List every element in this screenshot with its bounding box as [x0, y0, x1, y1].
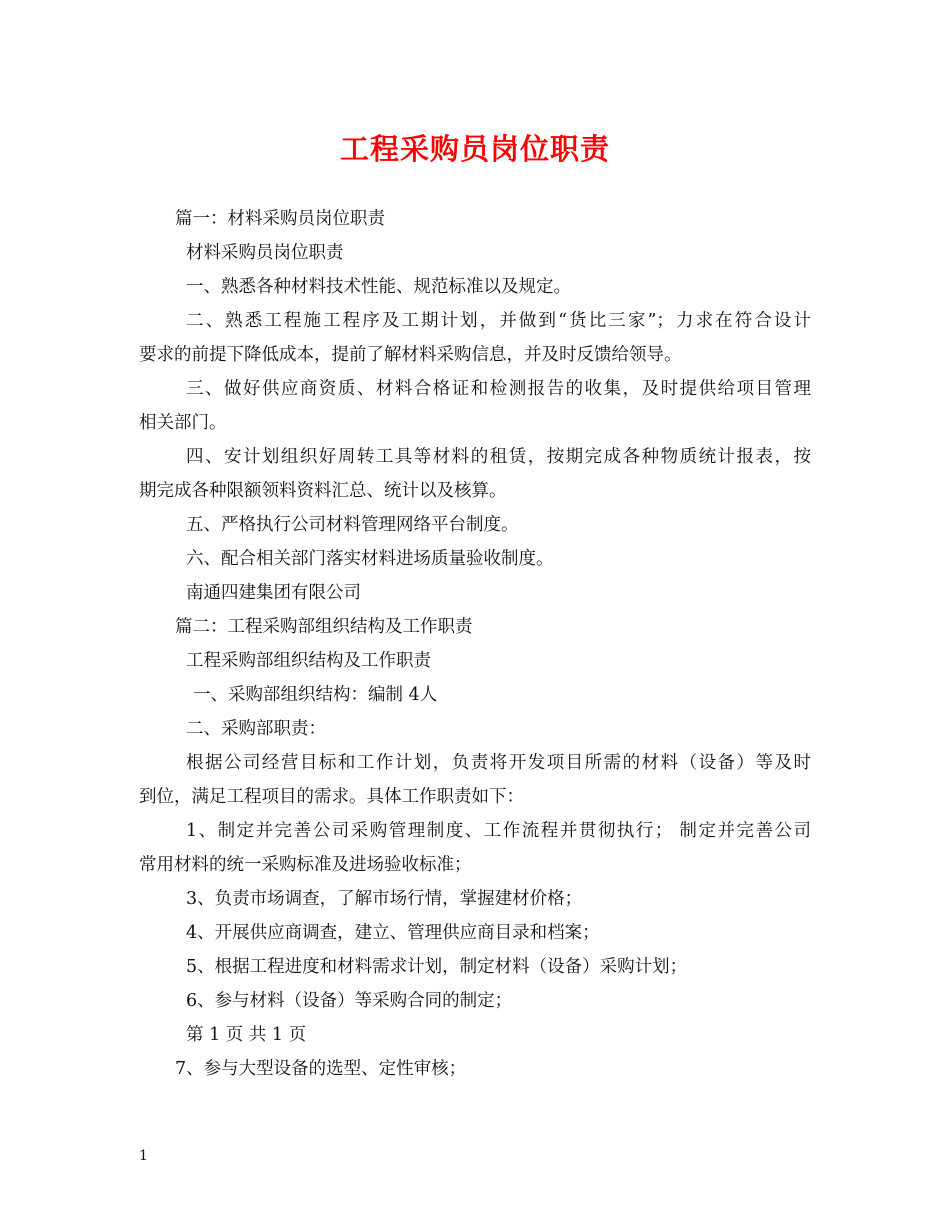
text-line: 工程采购部组织结构及工作职责 [186, 651, 431, 671]
text-line: 二、熟悉工程施工程序及工期计划，并做到“货比三家”；力求在符合设计 [186, 311, 811, 331]
text-line: 7、参与大型设备的选型、定性审核； [175, 1059, 467, 1079]
text-line: 3、负责市场调查，了解市场行情，掌握建材价格； [186, 889, 583, 909]
text-line: 一、熟悉各种材料技术性能、规范标准以及规定。 [186, 277, 571, 297]
text-line: 5、根据工程进度和材料需求计划，制定材料（设备）采购计划； [186, 957, 688, 977]
text-line: 6、参与材料（设备）等采购合同的制定； [186, 991, 513, 1011]
text-line: 相关部门。 [139, 413, 227, 433]
text-line: 1、制定并完善公司采购管理制度、工作流程并贯彻执行； 制定并完善公司 [186, 821, 811, 841]
text-line: 南通四建集团有限公司 [186, 583, 361, 603]
text-line: 篇二：工程采购部组织结构及工作职责 [175, 617, 473, 637]
text-line: 到位，满足工程项目的需求。具体工作职责如下： [139, 787, 524, 807]
text-line: 材料采购员岗位职责 [186, 243, 344, 263]
text-line: 六、配合相关部门落实材料进场质量验收制度。 [186, 549, 554, 569]
text-line: 二、采购部职责： [186, 719, 326, 739]
text-line: 第 1 页 共 1 页 [186, 1025, 307, 1045]
text-line: 篇一：材料采购员岗位职责 [175, 209, 385, 229]
text-line: 一、采购部组织结构：编制 4人 [193, 685, 438, 705]
text-line: 常用材料的统一采购标准及进场验收标准； [139, 855, 472, 875]
text-line: 三、做好供应商资质、材料合格证和检测报告的收集，及时提供给项目管理 [186, 379, 811, 399]
text-line: 4、开展供应商调查，建立、管理供应商目录和档案； [186, 923, 600, 943]
text-line: 期完成各种限额领料资料汇总、统计以及核算。 [139, 481, 507, 501]
text-line: 根据公司经营目标和工作计划，负责将开发项目所需的材料（设备）等及时 [186, 753, 811, 773]
document-title: 工程采购员岗位职责 [339, 132, 610, 166]
text-line: 五、严格执行公司材料管理网络平台制度。 [186, 515, 519, 535]
text-line: 四、安计划组织好周转工具等材料的租赁，按期完成各种物质统计报表，按 [186, 447, 811, 467]
page-number: 1 [139, 1148, 148, 1164]
text-line: 要求的前提下降低成本，提前了解材料采购信息，并及时反馈给领导。 [139, 345, 682, 365]
